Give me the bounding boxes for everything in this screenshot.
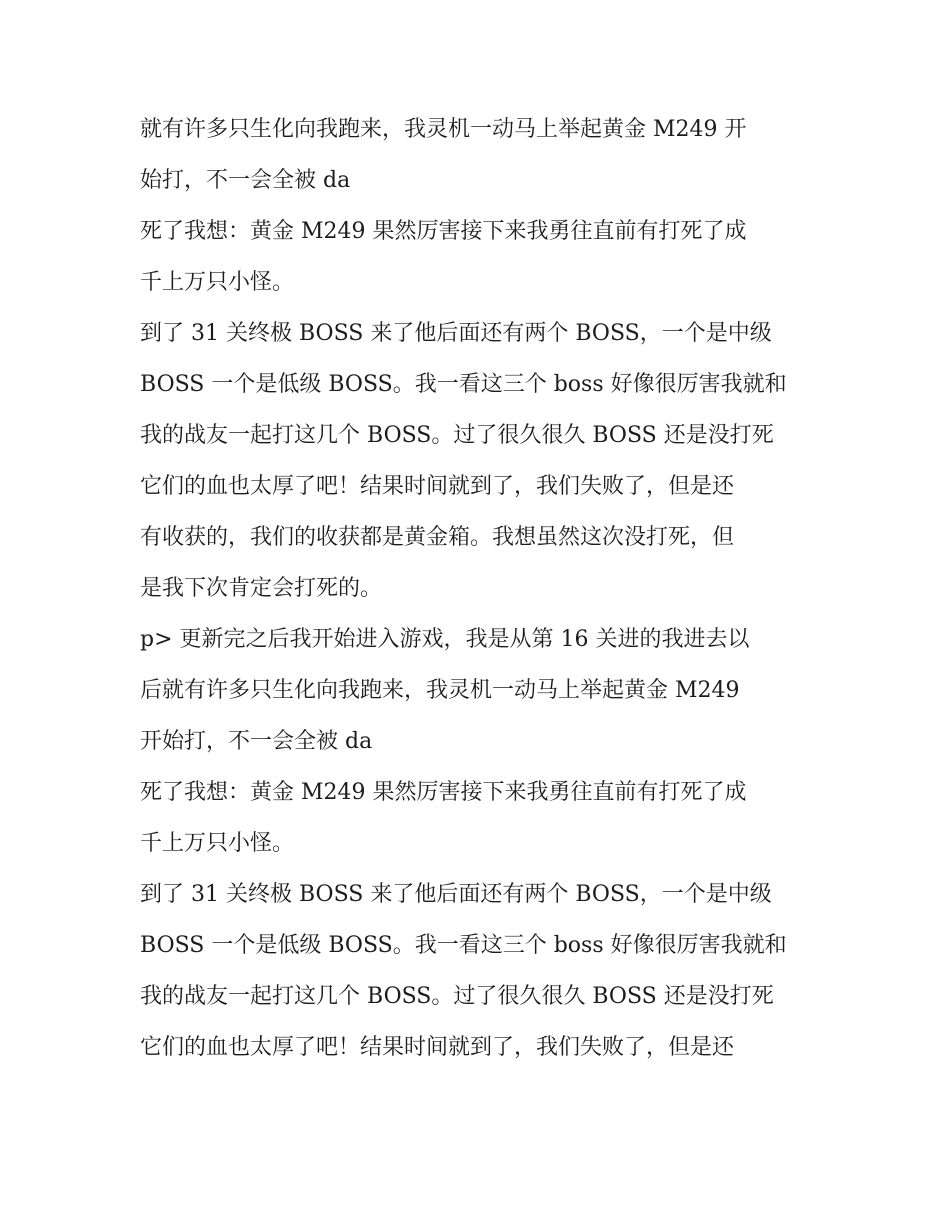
text-line: BOSS 一个是低级 BOSS。我一看这三个 boss 好像很厉害我就和 <box>140 933 787 958</box>
text-line: 死了我想：黄金 M249 果然厉害接下来我勇往直前有打死了成 <box>140 780 747 805</box>
text-line: 我的战友一起打这几个 BOSS。过了很久很久 BOSS 还是没打死 <box>140 423 774 448</box>
text-line: 始打，不一会全被 da <box>140 168 351 193</box>
text-line: 是我下次肯定会打死的。 <box>140 576 383 601</box>
text-line: 开始打，不一会全被 da <box>140 729 373 754</box>
text-line: 千上万只小怪。 <box>140 831 295 856</box>
text-line: 有收获的，我们的收获都是黄金箱。我想虽然这次没打死，但 <box>140 525 735 550</box>
text-line: 我的战友一起打这几个 BOSS。过了很久很久 BOSS 还是没打死 <box>140 984 774 1009</box>
text-line: 它们的血也太厚了吧！结果时间就到了，我们失败了，但是还 <box>140 1035 735 1060</box>
text-line: 千上万只小怪。 <box>140 270 295 295</box>
text-line: p> 更新完之后我开始进入游戏，我是从第 16 关进的我进去以 <box>140 627 750 652</box>
text-line: 就有许多只生化向我跑来，我灵机一动马上举起黄金 M249 开 <box>140 117 747 142</box>
text-line: 死了我想：黄金 M249 果然厉害接下来我勇往直前有打死了成 <box>140 219 747 244</box>
text-line: BOSS 一个是低级 BOSS。我一看这三个 boss 好像很厉害我就和 <box>140 372 787 397</box>
text-line: 到了 31 关终极 BOSS 来了他后面还有两个 BOSS，一个是中级 <box>140 882 772 907</box>
text-line: 到了 31 关终极 BOSS 来了他后面还有两个 BOSS，一个是中级 <box>140 321 772 346</box>
text-line: 后就有许多只生化向我跑来，我灵机一动马上举起黄金 M249 <box>140 678 740 703</box>
text-line: 它们的血也太厚了吧！结果时间就到了，我们失败了，但是还 <box>140 474 735 499</box>
document-body <box>140 104 820 1073</box>
